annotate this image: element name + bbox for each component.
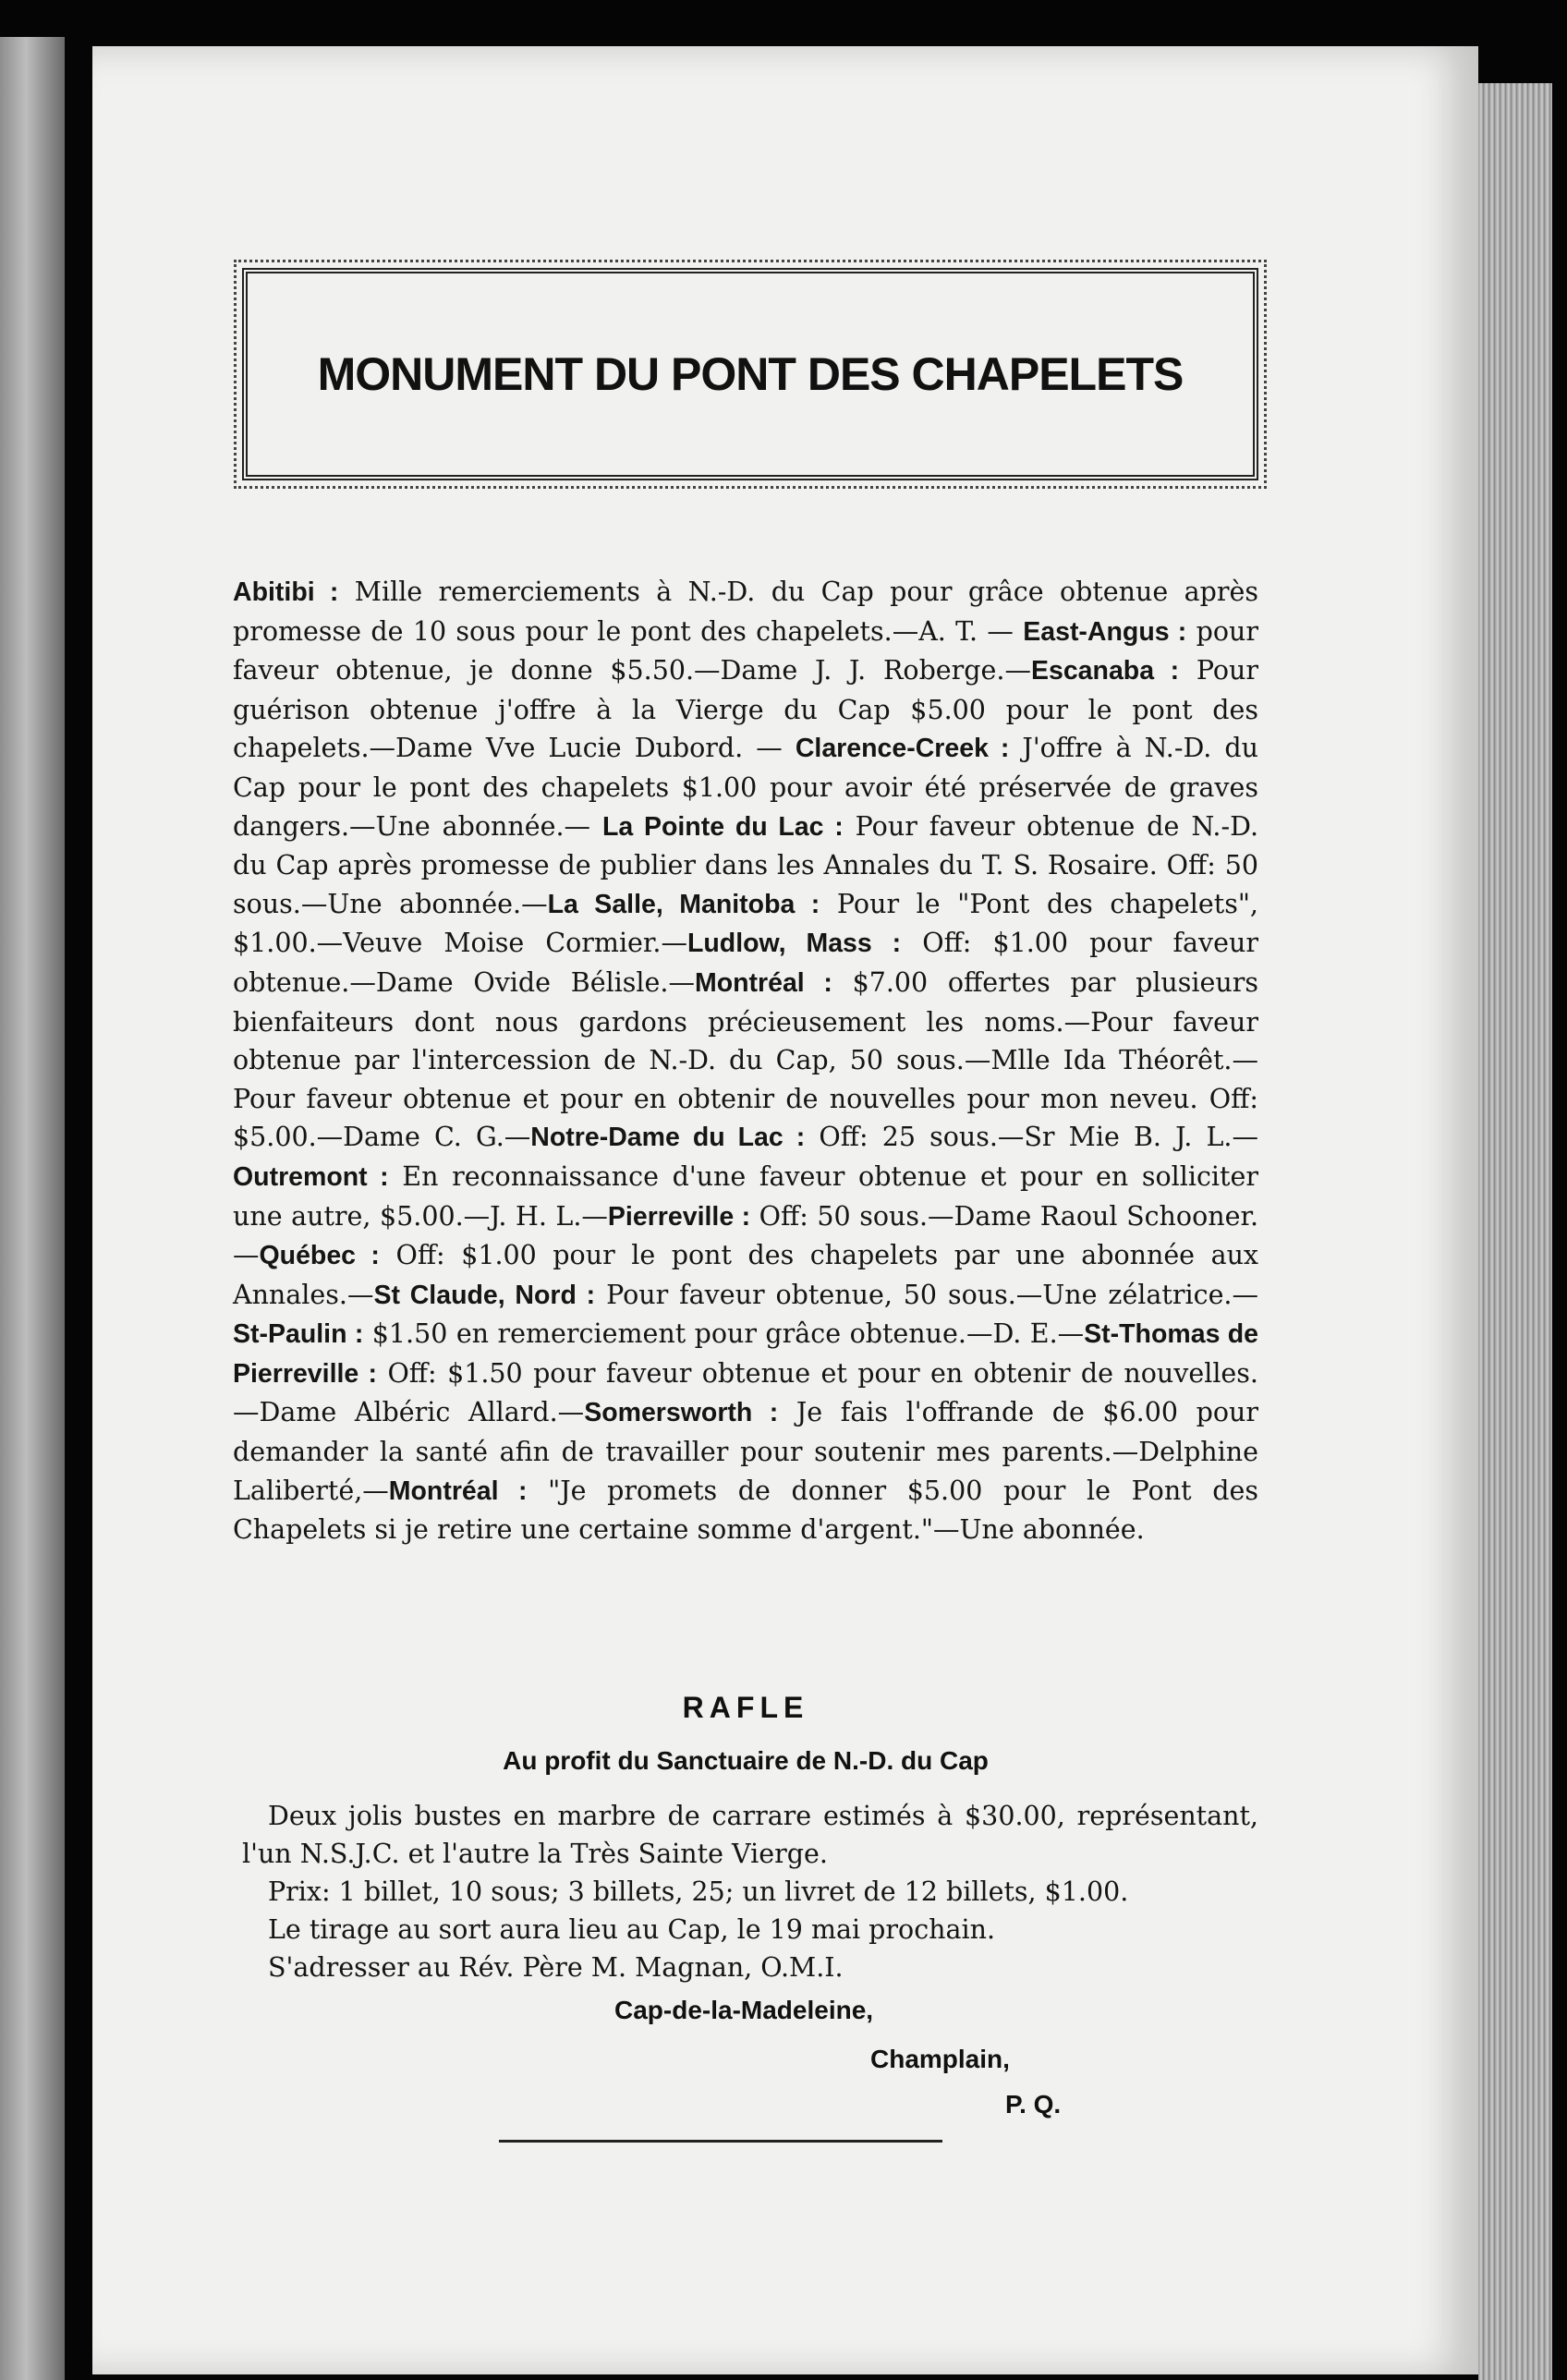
entry-text: Pour faveur obtenue de N.-D. du Cap après promesse de publier dans les Annales du T. S. Rosaire. Off: 50 sous.—Une abonnée.—: [233, 810, 1259, 919]
entry-text: Pour faveur obtenue, 50 sous.—Une zélatrice.—: [595, 1279, 1258, 1310]
address-line-2: Champlain,: [870, 2045, 1010, 2073]
page-title: MONUMENT DU PONT DES CHAPELETS: [317, 348, 1184, 400]
entry-place: La Pointe du Lac :: [601, 811, 844, 842]
rafle-contact: S'adresser au Rév. Père M. Magnan, O.M.I.: [268, 1952, 844, 1983]
book-left-edge: [0, 37, 65, 2380]
entry-text: Off: $1.00 pour faveur obtenue.—Dame Ovide Bélisle.—: [233, 928, 1258, 998]
entry-text: Pour guérison obtenue j'offre à la Vierge du Cap $5.00 pour le pont des chapelets.—Dame Vve Lucie Dubord. —: [233, 655, 1258, 764]
entry-place: Somersworth :: [584, 1398, 779, 1428]
rafle-draw: Le tirage au sort aura lieu au Cap, le 19 mai prochain.: [268, 1914, 996, 1945]
entry-place: Montréal :: [388, 1475, 528, 1506]
address-line-3: P. Q.: [1005, 2090, 1062, 2119]
rafle-description: Deux jolis bustes en marbre de carrare estimés à $30.00, représentant, l'un N.S.J.C. et l'autre la Très Sainte Vierge.: [242, 1801, 1258, 1869]
rafle-prices: Prix: 1 billet, 10 sous; 3 billets, 25; un livret de 12 billets, $1.00.: [268, 1876, 1129, 1907]
entry-place: St-Paulin :: [233, 1319, 364, 1350]
entry-text: "Je promets de donner $5.00 pour le Pont des Chapelets si je retire une certaine somme d'argent."—Une abonnée.: [233, 1475, 1258, 1546]
donations-paragraph: [233, 573, 1258, 1549]
entry-place: La Salle, Manitoba :: [547, 889, 820, 919]
entry-text: J'offre à N.-D. du Cap pour le pont des chapelets $1.00 pour avoir été préservée de graves dangers.—Une abonnée.—: [233, 733, 1258, 842]
rafle-subheading: Au profit du Sanctuaire de N.-D. du Cap: [503, 1746, 989, 1775]
entry-text: pour faveur obtenue, je donne $5.50.—Dame J. J. Roberge.—: [233, 615, 1258, 686]
rafle-heading: RAFLE: [682, 1691, 809, 1724]
entry-place: Escanaba :: [1030, 656, 1180, 686]
entry-text: Mille remerciements à N.-D. du Cap pour grâce obtenue après promesse de 10 sous pour le pont des chapelets.—A. T. —: [233, 577, 1258, 647]
entry-place: East-Angus :: [1023, 616, 1187, 647]
entry-place: St-Thomas de Pierreville :: [233, 1319, 1258, 1389]
entry-text: $1.50 en remerciement pour grâce obtenue.—D. E.—: [363, 1318, 1085, 1350]
entry-place: Outremont :: [233, 1161, 389, 1192]
entry-place: Ludlow, Mass :: [686, 929, 902, 959]
entry-place: Clarence-Creek :: [795, 734, 1010, 764]
entry-place: Notre-Dame du Lac :: [530, 1123, 806, 1153]
entry-text: Off: $1.00 pour le pont des chapelets par une abonnée aux Annales.—: [233, 1240, 1259, 1310]
entry-place: Pierreville :: [607, 1201, 751, 1232]
entry-text: Off: 25 sous.—Sr Mie B. J. L.—: [805, 1122, 1258, 1153]
entry-text: Je fais l'offrande de $6.00 pour demander la santé afin de travailler pour soutenir mes parents.—Delphine Laliberté,—: [233, 1397, 1258, 1506]
entry-text: Off: $1.50 pour faveur obtenue et pour en obtenir de nouvelles.—Dame Albéric Allard.—: [233, 1357, 1258, 1428]
entry-text: Off: 50 sous.—Dame Raoul Schooner.—: [233, 1200, 1259, 1271]
book-page-stack: [1478, 83, 1552, 2380]
entry-place: Québec :: [259, 1241, 380, 1271]
closing-rule: [499, 2140, 942, 2143]
entry-text: En reconnaissance d'une faveur obtenue et pour en solliciter une autre, $5.00.—J. H. L.—: [233, 1160, 1258, 1232]
entry-place: Montréal :: [694, 967, 832, 998]
entry-place: St Claude, Nord :: [373, 1280, 596, 1310]
entry-text: $7.00 offertes par plusieurs bienfaiteurs dont nous gardons précieusement les noms.—Pour faveur obtenue par l'intercession de N.-D. du Cap, 50 sous.—Mlle Ida Théorêt.—Pour faveur obtenue et pour en obtenir de nouvelles pour mon neveu. Off: $5.00.—Dame C. G.—: [233, 966, 1259, 1153]
entry-place: Abitibi :: [233, 577, 339, 607]
title-frame: [242, 268, 1258, 480]
rafle-details: [242, 1797, 1258, 1986]
entry-text: Pour le "Pont des chapelets", $1.00.—Veuve Moise Cormier.—: [233, 888, 1258, 959]
address-line-1: Cap-de-la-Madeleine,: [614, 1996, 874, 2024]
